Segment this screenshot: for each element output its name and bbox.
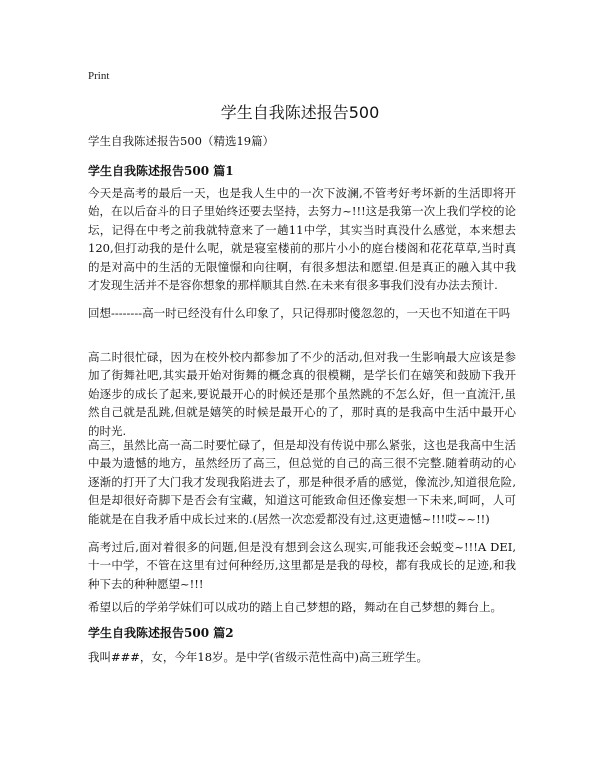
document-subtitle: 学生自我陈述报告500（精选19篇） (88, 134, 275, 148)
print-label[interactable]: Print (88, 70, 110, 82)
document-title: 学生自我陈述报告500 (220, 103, 380, 122)
paragraph: 高考过后,面对着很多的问题,但是没有想到会这么现实,可能我还会蜕变~!!!A DEI,十一中学，不管在这里有过何种经历,这里都是是我的母校，都有我成长的足迹,和我种下去的种种愿望~!!! (88, 540, 516, 591)
section-heading: 学生自我陈述报告500 篇2 (88, 626, 234, 640)
paragraph: 希望以后的学弟学妹们可以成功的踏上自己梦想的路，舞动在自己梦想的舞台上。 (88, 600, 502, 614)
paragraph: 高二时很忙碌，因为在校外校内都参加了不少的活动,但对我一生影响最大应该是参加了街舞社吧,其实最开始对街舞的概念真的很模糊，是学长们在嬉笑和鼓励下我开始逐步的成长了起来,要说最开心的时候还是那个虽然跳的不怎么好，但一直流汗,虽然自己就是乱跳,但就是嬉笑的时候是最开心的了，那时真的是我高中生活中最开心的时光. (88, 350, 516, 438)
section-heading: 学生自我陈述报告500 篇1 (88, 164, 234, 178)
paragraph: 回想--------高一时已经没有什么印象了，只记得那时傻忽忽的，一天也不知道在干吗 (88, 306, 511, 320)
paragraph: 今天是高考的最后一天，也是我人生中的一次下波澜,不管考好考坏新的生活即将开始，在以后奋斗的日子里始终还要去坚持，去努力~!!!这是我第一次上我们学校的论坛，记得在中考之前我就特意来了一趟11中学，其实当时真没什么感觉，本来想去120,但打动我的是什么呢，就是寝室楼前的那片小小的庭台楼阁和花花草草,当时真的是对高中的生活的无限憧憬和向往啊，有很多想法和愿望.但是真正的融入其中我才发现生活并不是容你想象的那样顺其自然.在未来有很多事我们没有办法去预计. (88, 186, 516, 293)
paragraph: 高三，虽然比高一高二时要忙碌了，但是却没有传说中那么紧张，这也是我高中生活中最为遗憾的地方，虽然经历了高三，但总觉的自己的高三很不完整.随着萌动的心逐渐的打开了大门我才发现我陷进去了，那是种很矛盾的感觉，像流沙,知道很危险,但是却很好奇脚下是否会有宝藏，知道这可能致命但还像妄想一下未来,呵呵，人可能就是在自我矛盾中成长过来的.(居然一次恋爱都没有过,这更遗憾~!!!哎~~!!) (88, 438, 516, 526)
paragraph: 我叫###，女，今年18岁。是中学(省级示范性高中)高三班学生。 (88, 650, 429, 664)
